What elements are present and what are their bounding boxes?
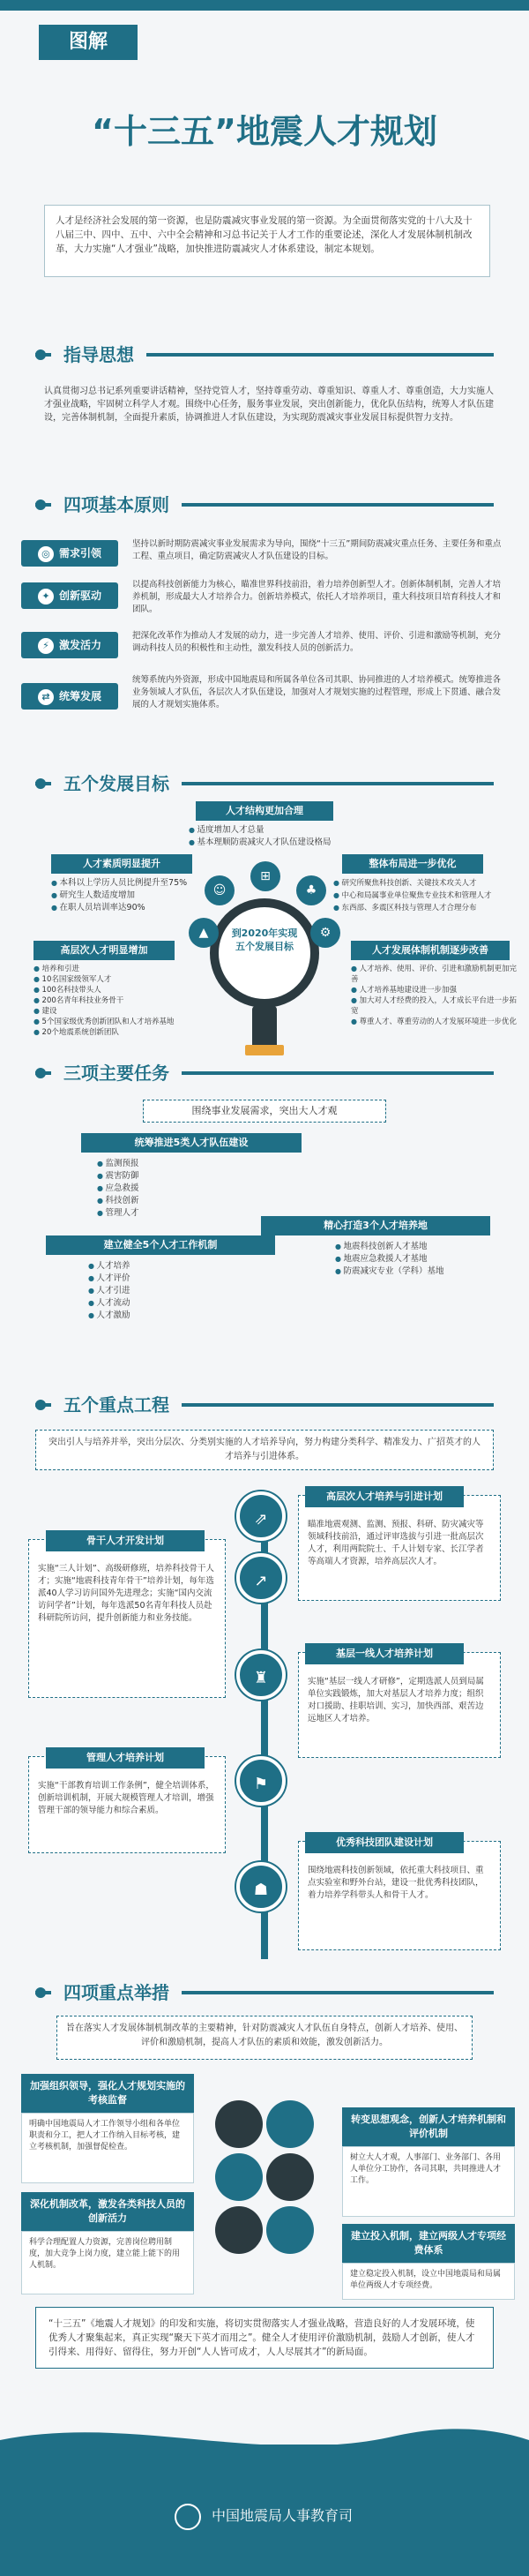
section-guiding-title: 指导思想 <box>51 341 146 369</box>
goal-left2-head: 高层次人才明显增加 <box>34 941 175 960</box>
principle-text-3: 把深化改革作为推动人才发展的动力，进一步完善人才培养、使用、评价、引进和激励等机制，充分调动科技人员的积极性和主动性，激发科技人员的创新活力。 <box>132 631 502 653</box>
category-tag: 图解 <box>39 25 138 60</box>
measure3-head: 深化机制改革，激发各类科技人员的创新活力 <box>21 2192 194 2231</box>
section-principles-title: 四项基本原则 <box>51 491 182 519</box>
task3-list: ● 人才培养 ● 人才评价 ● 人才引进 ● 人才流动 ● 人才激励 <box>88 1260 194 1322</box>
measure1-head: 加强组织领导，强化人才规划实施的考核监督 <box>21 2074 194 2113</box>
project4-box: 实施“干部教育培训工作条例”，健全培训体系，创新培训机制，开展大规模管理人才培训，增强管理干部的领导能力和综合素质。 <box>28 1756 226 1853</box>
task1-list: ● 监测预报 ● 震害防御 ● 应急救援 ● 科技创新 ● 管理人才 <box>97 1158 203 1220</box>
principle-text-2: 以提高科技创新能力为核心，瞄准世界科技前沿，着力培养创新型人才。创新体制机制，完善人才培养机制，形成最大人才培养合力。创新培养模式，依托人才培养项目，重大科技项目培育科技人才和团队。 <box>132 580 502 614</box>
measures-banner: 旨在落实人才发展体制机制改革的主要精神，针对防震减灾人才队伍自身特点，创新人才培养、使用、评价和激励机制，提高人才队伍的素质和效能，激发创新活力。 <box>56 2016 473 2060</box>
principle-label-3: ⚡ 激发活力 <box>21 632 118 658</box>
project3-box: 实施“基层一线人才研修”，定期选派人员到局属单位实践锻炼，加大对基层人才培养力度；组织对口援助、挂职培训、实习，加快西部、艰苦边远地区人才培养。 <box>298 1652 501 1758</box>
climber-icon: ⇗ <box>236 1491 286 1541</box>
section-tasks <box>0 1055 529 1091</box>
org-chart-icon: ⊞ <box>250 861 280 891</box>
network-icon <box>215 2100 263 2148</box>
runner-icon: ⚑ <box>236 1756 286 1806</box>
closing-box: “十三五”《地震人才规划》的印发和实施，将切实贯彻落实人才强业战略，营造良好的人才发展环境，使优秀人才聚集起来，真正实现“聚天下英才而用之”。健全人才使用评价激励机制，鼓励人才创新，使人才引得来、用得好、留得住，努力开创“人人皆可成才，人人尽展其才”的新局面。 <box>35 2307 494 2369</box>
footer-org: 中国地震局人事教育司 <box>212 2507 354 2524</box>
section-projects-title: 五个重点工程 <box>51 1391 182 1419</box>
project2-head: 骨干人才开发计划 <box>46 1530 205 1551</box>
goal-top-head: 人才结构更加合理 <box>196 801 333 821</box>
section-projects <box>0 1387 529 1423</box>
section-goals <box>0 766 529 801</box>
measure3-text: 科学合理配置人力资源，完善岗位聘用制度，加大竞争上岗力度，建立能上能下的用人机制。 <box>21 2231 194 2294</box>
section-principles <box>0 487 529 522</box>
task2-list: ● 地震科技创新人才基地 ● 地震应急救援人才基地 ● 防震减灾专业（学科）基地 <box>335 1241 494 1278</box>
gear-icon: ⚙ <box>310 918 340 948</box>
measure4-head: 建立投入机制，建立两级人才专项经费体系 <box>342 2224 515 2263</box>
section-measures <box>0 1975 529 2010</box>
handshake-icon <box>266 2100 314 2148</box>
section-tasks-title: 三项主要任务 <box>51 1059 182 1087</box>
principle-label-2: ✦ 创新驱动 <box>21 582 118 609</box>
principle-label-4: ⇄ 统筹发展 <box>21 683 118 710</box>
chart-icon: ▲ <box>189 918 219 948</box>
section-goals-title: 五个发展目标 <box>51 770 182 798</box>
measure2-text: 树立大人才观，人事部门、业务部门、各用人单位分工协作，各司其职，共同推进人才工作。 <box>342 2146 515 2217</box>
team-icon: ☗ <box>236 1862 286 1911</box>
group-icon: ♣ <box>296 875 326 905</box>
podium-icon: ♜ <box>236 1650 286 1700</box>
target-icon: ◎ <box>38 546 54 562</box>
goal-right2-list: ● 人才培养、使用、评价、引进和激励机制更加完善 ● 人才培养基地建设进一步加强 ● 加大对人才经费的投入，人才成长平台进一步拓宽 ● 尊重人才、尊重劳动的人才发展环境进一步优化 <box>351 964 518 1027</box>
top-bar <box>0 0 529 11</box>
gear-hex-icon <box>215 2206 263 2254</box>
intro-box: 人才是经济社会发展的第一资源，也是防震减灾事业发展的第一资源。为全面贯彻落实党的十八大及十八届三中、四中、五中、六中全会精神和习总书记关于人才工作的重要论述，深化人才发展体制机制改革，大力实施“人才强业”战略，加快推进防震减灾人才体系建设，制定本规划。 <box>44 205 490 277</box>
exchange-icon: ⇄ <box>38 689 54 705</box>
project2-box: 实施“三人计划”、高级研修班，培养科技骨干人才；实施“地震科技青年骨干”培养计划，每年选派40人学习访问国外先进理念；实施“国内交流访问学者”计划，每年选派50名青年科技人员赴科研院所访问，提升创新能力和业务技能。 <box>28 1539 226 1698</box>
page-title: “十三五”地震人才规划 <box>92 112 437 151</box>
goal-right2-head: 人才发展体制机制逐步改善 <box>351 941 510 960</box>
principle-text-1: 坚持以新时期防震减灾事业发展需求为导向，围绕“十三五”期间防震减灾重点任务、主要任务和重点工程、重点项目，确定防震减灾人才队伍建设的目标。 <box>132 539 502 561</box>
goal-hub <box>210 898 319 1008</box>
goal-left1-list: ● 本科以上学历人员比例提升至75% ● 研究生人数适度增加 ● 在职人员培训率达90% <box>51 877 219 914</box>
lightning-icon: ⚡ <box>38 638 54 654</box>
project3-head: 基层一线人才培养计划 <box>305 1643 464 1664</box>
task1-head: 统筹推进5类人才队伍建设 <box>81 1133 302 1153</box>
guiding-text: 认真贯彻习总书记系列重要讲话精神，坚持党管人才，坚持尊重劳动、尊重知识、尊重人才、尊重创造，大力实施人才强业战略，牢固树立科学人才观。围绕中心任务，服务事业发展，突出创新能力，优化队伍结构，统筹人才队伍建设，完善体制机制，全面提升素质，协调推进人才队伍建设，为实现防震减灾事业发展目标提供智力支持。 <box>44 387 494 423</box>
project1-head: 高层次人才培养与引进计划 <box>305 1486 464 1507</box>
growth-icon: ↗ <box>236 1553 286 1603</box>
people-icon: ☺ <box>205 875 235 905</box>
goal-hub-text: 到2020年实现五个发展目标 <box>231 928 298 952</box>
project1-box: 瞄准地震观测、监测、预报、科研、防灾减灾等领域科技前沿，通过评审选拔与引进一批高层次人才，利用两院院士、千人计划专家、长江学者等高端人才资源，培养高层次人才。 <box>298 1495 501 1601</box>
measure2-head: 转变思想观念，创新人才培养机制和评价机制 <box>342 2107 515 2146</box>
projects-banner: 突出引人与培养并举，突出分层次、分类别实施的人才培养导向，努力构建分类科学、精准发力、广招英才的人才培养与引进体系。 <box>35 1430 494 1470</box>
principle-label-1: ◎ 需求引领 <box>21 540 118 567</box>
goal-right1-list: ● 研究所聚焦科技创新、关键技术攻关人才 ● 中心和局属事业单位聚焦专业技术和管理人才 ● 东西部、多震区科技与管理人才合理分布 <box>333 877 520 914</box>
goal-left1-head: 人才素质明显提升 <box>51 854 192 874</box>
section-guiding <box>0 337 529 372</box>
document-icon <box>266 2153 314 2201</box>
measure4-text: 建立稳定投入机制，设立中国地震局和局属单位两级人才专项经费。 <box>342 2263 515 2300</box>
shield-icon <box>215 2153 263 2201</box>
base-icon <box>245 1045 284 1055</box>
money-icon <box>266 2206 314 2254</box>
project4-head: 管理人才培养计划 <box>46 1747 205 1769</box>
principle-text-4: 统筹系统内外资源，形成中国地震局和所属各单位各司其职、协同推进的人才培养模式。统筹推进各业务领域人才队伍，各层次人才队伍建设，加强对人才规划实施的过程管理，形成上下贯通、融合发展的人才规划实施体系。 <box>132 675 502 710</box>
project5-box: 围绕地震科技创新领域，依托重大科技项目、重点实验室和野外台站，建设一批优秀科技团队，着力培养学科带头人和骨干人才。 <box>298 1841 501 1950</box>
logo-icon <box>175 2504 201 2530</box>
goal-right1-head: 整体布局进一步优化 <box>342 854 483 874</box>
project5-head: 优秀科技团队建设计划 <box>305 1832 464 1853</box>
section-measures-title: 四项重点举措 <box>51 1979 182 2007</box>
spark-icon: ✦ <box>38 589 54 605</box>
goal-top-list: ● 适度增加人才总量 ● 基本理顺防震减灾人才队伍建设格局 <box>189 824 356 849</box>
tasks-banner: 围绕事业发展需求，突出大人才观 <box>143 1100 386 1123</box>
goal-left2-list: ● 培养和引进 ● 10名国家级领军人才 ● 100名科技带头人 ● 200名青年科技业务骨干 ● 建设 ● 5个国家级优秀创新团队和人才培养基地 ● 20个地震系统创新团队 <box>34 964 192 1038</box>
measure1-text: 明确中国地震局人才工作领导小组和各单位职责和分工，把人才工作纳入目标考核，建立考核机制，加强督促检查。 <box>21 2113 194 2183</box>
task3-head: 建立健全5个人才工作机制 <box>46 1235 275 1255</box>
task2-head: 精心打造3个人才培养地 <box>261 1216 490 1235</box>
